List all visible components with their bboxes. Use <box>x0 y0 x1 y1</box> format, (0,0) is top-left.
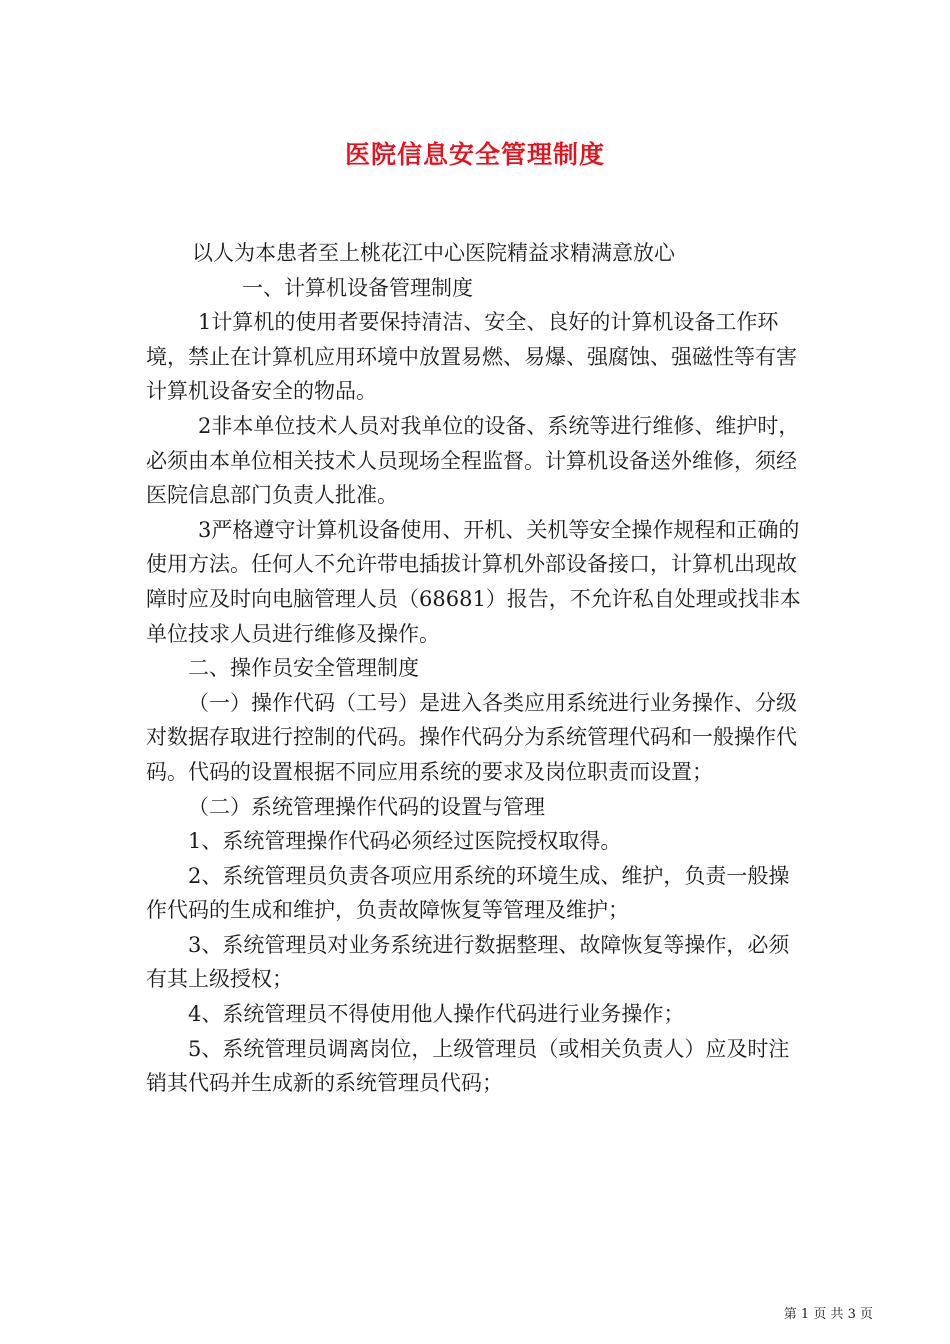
paragraph-item-1: 1计算机的使用者要保持清洁、安全、良好的计算机设备工作环境，禁止在计算机应用环境中放置易燃、易爆、强腐蚀、强磁性等有害计算机设备安全的物品。 <box>146 310 797 404</box>
list-item: 3、系统管理员对业务系统进行数据整理、故障恢复等操作，必须有其上级授权； <box>146 932 790 992</box>
page-title: 医院信息安全管理制度 <box>344 140 605 169</box>
section-heading-operator-security: 二、操作员安全管理制度 <box>188 656 419 681</box>
paragraph-operator-code: （一）操作代码（工号）是进入各类应用系统进行业务操作、分级对数据存取进行控制的代码。操作代码分为系统管理代码和一般操作代码。代码的设置根据不同应用系统的要求及岗位职责而设置； <box>146 690 797 784</box>
motto-line: 以人为本患者至上桃花江中心医院精益求精满意放心 <box>192 241 675 265</box>
paragraph-item-2: 2非本单位技术人员对我单位的设备、系统等进行维修、维护时，必须由本单位相关技术人员现场全程监督。计算机设备送外维修，须经医院信息部门负责人批准。 <box>146 413 800 508</box>
list-item: 5、系统管理员调离岗位，上级管理员（或相关负责人）应及时注销其代码并生成新的系统管理员代码； <box>146 1036 790 1096</box>
section-heading-computer-equipment: 一、计算机设备管理制度 <box>242 275 473 300</box>
document-body <box>146 236 810 1101</box>
paragraph-item-3: 3严格遵守计算机设备使用、开机、关机等安全操作规程和正确的使用方法。任何人不允许带电插拔计算机外部设备接口，计算机出现故障时应及时向电脑管理人员（68681）报告，不允许私自处理或找非本单位技求人员进行维修及操作。 <box>146 517 801 646</box>
page-number-footer: 第 1 页 共 3 页 <box>783 1307 873 1322</box>
list-item: 4、系统管理员不得使用他人操作代码进行业务操作； <box>188 1002 685 1027</box>
subheading-system-admin-code: （二）系统管理操作代码的设置与管理 <box>188 794 545 819</box>
list-item: 2、系统管理员负责各项应用系统的环境生成、维护，负责一般操作代码的生成和维护，负责故障恢复等管理及维护； <box>146 863 790 923</box>
list-item: 1、系统管理操作代码必须经过医院授权取得。 <box>188 829 622 854</box>
